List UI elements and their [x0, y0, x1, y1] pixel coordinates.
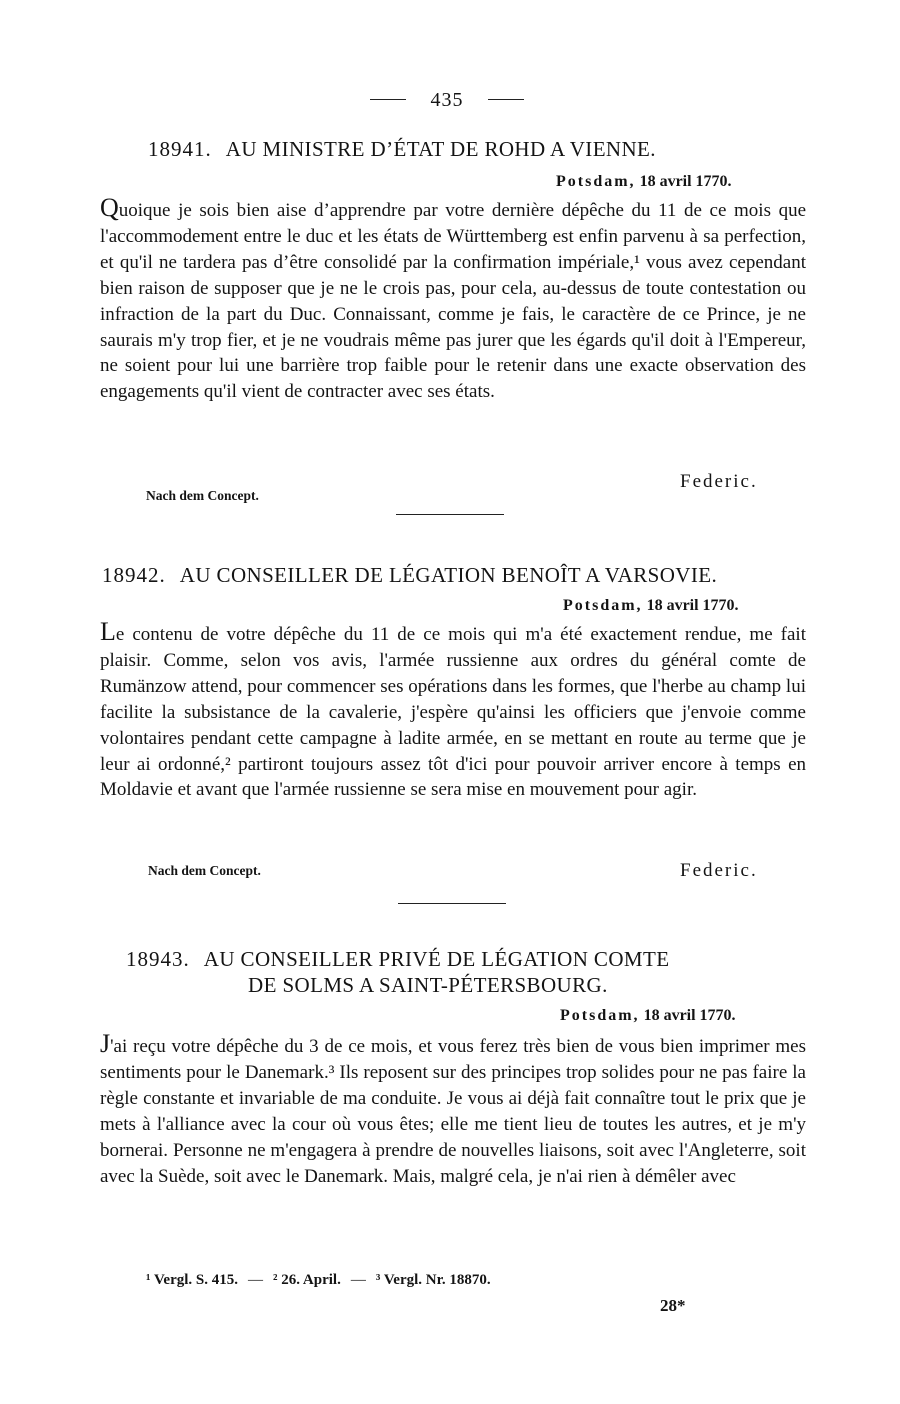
letter-body — [100, 1029, 806, 1189]
letter-body-text: uoique je sois bien aise d’apprendre par votre dernière dépêche du 11 de ce mois que l'accommodement entre le duc et les états de Württemberg est enfin parvenu à sa perfection, et qu'il ne tardera pas d’être consolidé par la confirmation impériale,¹ vous avez cependant bien raison de supposer que je ne le crois pas, pour cela, au-dessus de toute contestation ou infraction de la part du Duc. Connaissant, comme je fais, le caractère de ce Prince, je ne saurais m'y trop fier, et je ne voudrais même pas jurer que les égards qu'il doit à l'Empereur, ne soient pour lui une barrière trop faible pour le retenir dans une exacte observation des engagements qu'il vient de contracter avec ses états. — [100, 200, 806, 403]
letter-heading — [126, 946, 786, 998]
letter-title-continued: DE SOLMS A SAINT-PÉTERSBOURG. — [248, 973, 608, 997]
letter-heading — [102, 562, 808, 588]
letter-heading-line — [148, 136, 768, 162]
letter-body — [100, 193, 806, 405]
letter-separator — [396, 514, 504, 515]
letter-separator — [398, 903, 506, 904]
signature: Federic. — [680, 471, 758, 492]
footnote: ² 26. April. — [273, 1272, 341, 1288]
initial-letter: Q — [100, 193, 119, 222]
initial-letter: L — [100, 617, 116, 646]
letter-number: 18941. — [148, 137, 212, 161]
letter-body-text: 'ai reçu votre dépêche du 3 de ce mois, et vous ferez très bien de vous bien imprimer mes sentiments pour le Danemark.³ Ils reposent sur des principes trop solides pour ne pas faire la règle constante et invariable de ma conduite. Je vous ai déjà fait connaître tout le prix que je mets à l'alliance avec la cour où vous êtes; elle me tient lieu de toutes les autres, et je m'y bornerai. Personne ne m'engagera à prendre de nouvelles liaisons, soit avec l'Angleterre, soit avec la Suède, soit avec le Danemark. Mais, malgré cela, je n'ai rien à démêler avec — [100, 1036, 806, 1187]
date-value: 18 avril 1770. — [643, 1007, 736, 1024]
source-note: Nach dem Concept. — [148, 863, 261, 878]
footnote: ¹ Vergl. S. 415. — [146, 1272, 239, 1288]
page-number: 435 — [430, 89, 464, 111]
footnote-separator: — — [248, 1272, 264, 1288]
date-place: Potsdam, — [563, 597, 643, 614]
date-value: 18 avril 1770. — [639, 173, 732, 190]
initial-letter: J — [100, 1029, 111, 1058]
footnote-separator: — — [350, 1272, 366, 1288]
letter-dateline — [556, 172, 732, 192]
letter-dateline — [563, 596, 739, 616]
signature: Federic. — [680, 860, 758, 881]
footnotes — [146, 1270, 491, 1290]
letter-heading-line — [126, 972, 786, 998]
letter-heading-line — [102, 562, 808, 588]
letter-heading — [148, 136, 768, 162]
letter-title: AU MINISTRE D’ÉTAT DE ROHD A VIENNE. — [225, 137, 656, 161]
date-value: 18 avril 1770. — [646, 597, 739, 614]
letter-number: 18942. — [102, 563, 166, 587]
letter-dateline — [560, 1006, 736, 1026]
date-place: Potsdam, — [560, 1007, 640, 1024]
page-number-dash-left — [370, 99, 406, 100]
letter-title: AU CONSEILLER DE LÉGATION BENOÎT A VARSOVIE. — [179, 563, 718, 587]
letter-title: AU CONSEILLER PRIVÉ DE LÉGATION COMTE — [203, 947, 670, 971]
date-place: Potsdam, — [556, 173, 636, 190]
letter-number: 18943. — [126, 947, 190, 971]
letter-body — [100, 617, 806, 803]
source-note: Nach dem Concept. — [146, 488, 259, 503]
page-header — [0, 88, 900, 112]
page-number-dash-right — [488, 99, 524, 100]
footnote: ³ Vergl. Nr. 18870. — [375, 1272, 491, 1288]
letter-heading-line — [126, 946, 786, 972]
letter-body-text: e contenu de votre dépêche du 11 de ce mois qui m'a été exactement rendue, me fait plaisir. Comme, selon vos avis, l'armée russienne aux ordres du général comte de Rumänzow attend, pour commencer ses opérations dans les formes, que l'herbe au champ lui facilite la subsistance de la cavalerie, j'espère qu'ainsi les officiers que j'envoie comme volontaires pendant cette campagne à ladite armée, en se mettant en route au terme que je leur ai ordonné,² partiront toujours assez tôt d'ici pour pouvoir arriver encore à temps en Moldavie et avant que l'armée russienne se sera mise en mouvement pour agir. — [100, 624, 806, 801]
printer-signature-mark: 28* — [660, 1296, 686, 1315]
